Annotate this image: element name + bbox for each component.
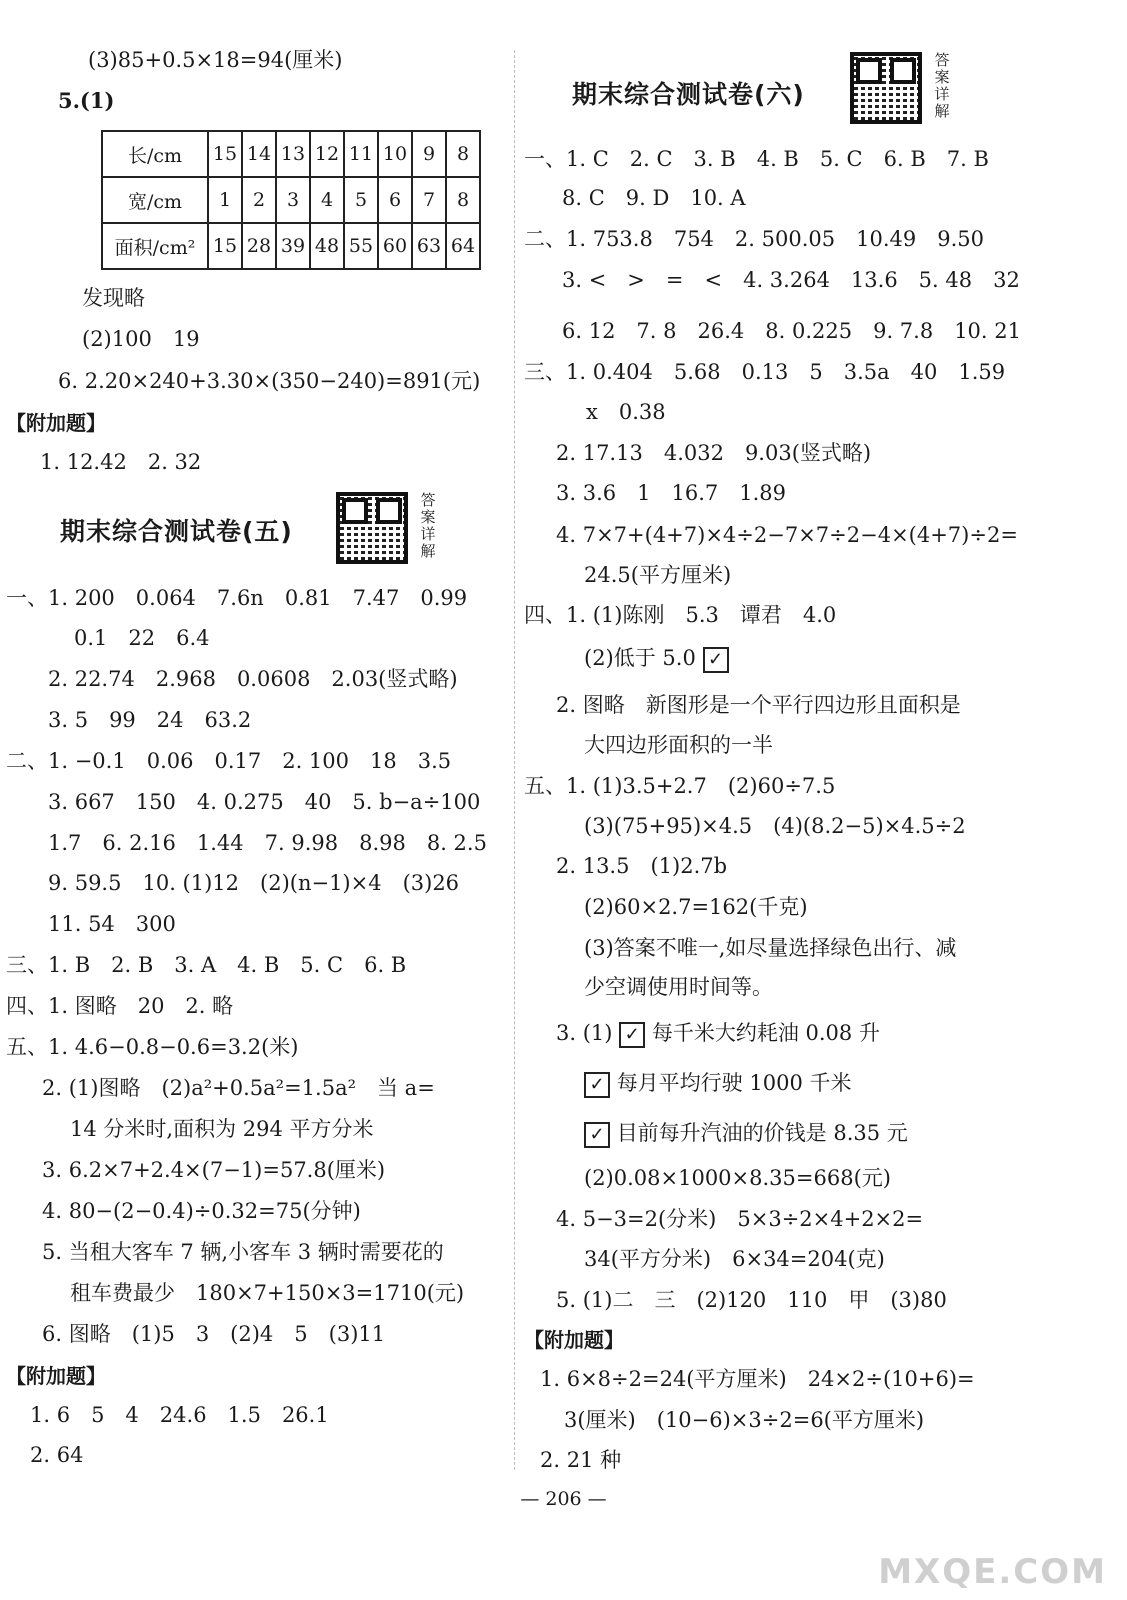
answer-line	[584, 1068, 851, 1098]
table-row	[102, 131, 480, 177]
table-cell: 11	[344, 131, 378, 177]
row-header: 面积/cm²	[102, 223, 208, 269]
row-header: 宽/cm	[102, 177, 208, 223]
answer-line: 1.7 6. 2.16 1.44 7. 9.98 8.98 8. 2.5	[48, 831, 487, 855]
answer-line: 2. 21 种	[540, 1448, 622, 1472]
answer-line: 3. < > = < 4. 3.264 13.6 5. 48 32	[562, 268, 1020, 292]
table-cell: 39	[276, 223, 310, 269]
table-cell: 7	[412, 177, 446, 223]
answer-line: 8. C 9. D 10. A	[562, 186, 746, 210]
table-cell: 12	[310, 131, 344, 177]
answer-line: 2. (1)图略 (2)a²+0.5a²=1.5a² 当 a=	[42, 1076, 435, 1100]
answer-line: 1. 12.42 2. 32	[40, 450, 202, 474]
test-title: 期末综合测试卷(六)	[572, 80, 805, 109]
table-cell: 5	[344, 177, 378, 223]
answer-line: 9. 59.5 10. (1)12 (2)(n−1)×4 (3)26	[48, 871, 460, 895]
table-cell: 8	[446, 131, 480, 177]
answer-line: 发现略	[82, 286, 145, 310]
test-title: 期末综合测试卷(五)	[60, 517, 293, 546]
table-cell: 60	[378, 223, 412, 269]
answer-line: 6. 12 7. 8 26.4 8. 0.225 9. 7.8 10. 21	[562, 319, 1021, 343]
answer-line	[584, 643, 729, 673]
answer-line: 34(平方分米) 6×34=204(克)	[584, 1247, 885, 1271]
table-cell: 15	[208, 223, 242, 269]
answer-line: 2. 17.13 4.032 9.03(竖式略)	[556, 441, 872, 465]
answer-line	[556, 1018, 880, 1048]
table-cell: 9	[412, 131, 446, 177]
answer-line: 4. 7×7+(4+7)×4÷2−7×7÷2−4×(4+7)÷2=	[556, 523, 1018, 547]
table-cell: 28	[242, 223, 276, 269]
answer-line: 14 分米时,面积为 294 平方分米	[70, 1117, 374, 1141]
answer-line: 1. 6 5 4 24.6 1.5 26.1	[30, 1403, 329, 1427]
checkbox-checked: ✓	[619, 1022, 645, 1048]
table-cell: 8	[446, 177, 480, 223]
table-cell: 2	[242, 177, 276, 223]
question-number: 5.(1)	[58, 88, 115, 113]
answer-line: 租车费最少 180×7+150×3=1710(元)	[70, 1281, 465, 1305]
answer-text: 每千米大约耗油 0.08 升	[651, 1021, 880, 1045]
qr-code-icon[interactable]	[336, 492, 408, 564]
answer-line: 3. 667 150 4. 0.275 40 5. b−a÷100	[48, 790, 481, 814]
row-header: 长/cm	[102, 131, 208, 177]
table-cell: 48	[310, 223, 344, 269]
area-table	[101, 130, 481, 270]
answer-line: 一、1. C 2. C 3. B 4. B 5. C 6. B 7. B	[524, 147, 989, 171]
answer-line: 五、1. (1)3.5+2.7 (2)60÷7.5	[524, 774, 836, 798]
answer-line: 4. 80−(2−0.4)÷0.32=75(分钟)	[42, 1199, 361, 1223]
table-cell: 55	[344, 223, 378, 269]
watermark-logo: MXQE.COM	[878, 1552, 1107, 1592]
answer-line: 3. 5 99 24 63.2	[48, 708, 252, 732]
answer-line: 三、1. B 2. B 3. A 4. B 5. C 6. B	[6, 953, 407, 977]
answer-line: 2. 图略 新图形是一个平行四边形且面积是	[556, 693, 961, 717]
answer-line: 11. 54 300	[48, 912, 176, 936]
answer-line: (2)100 19	[82, 327, 200, 351]
answer-text: 3. (1)	[556, 1021, 613, 1045]
checkbox-checked: ✓	[703, 647, 729, 673]
answer-text: (2)低于 5.0	[584, 646, 696, 670]
answer-line: 2. 64	[30, 1443, 84, 1467]
answer-line: 3(厘米) (10−6)×3÷2=6(平方厘米)	[564, 1408, 925, 1432]
answer-line: 2. 13.5 (1)2.7b	[556, 854, 728, 878]
extra-section-title: 【附加题】	[6, 1364, 106, 1388]
table-cell: 3	[276, 177, 310, 223]
answer-line: 5. (1)二 三 (2)120 110 甲 (3)80	[556, 1288, 947, 1312]
answer-line: 一、1. 200 0.064 7.6n 0.81 7.47 0.99	[6, 586, 468, 610]
table-cell: 14	[242, 131, 276, 177]
table-cell: 15	[208, 131, 242, 177]
checkbox-checked: ✓	[584, 1072, 610, 1098]
answer-line: 6. 2.20×240+3.30×(350−240)=891(元)	[58, 369, 481, 393]
answer-line: 5. 当租大客车 7 辆,小客车 3 辆时需要花的	[42, 1240, 444, 1264]
answer-line: 四、1. 图略 20 2. 略	[6, 994, 234, 1018]
answer-line: x 0.38	[586, 400, 666, 424]
answer-line: 1. 6×8÷2=24(平方厘米) 24×2÷(10+6)=	[540, 1367, 975, 1391]
answer-line: 三、1. 0.404 5.68 0.13 5 3.5a 40 1.59	[524, 360, 1006, 384]
answer-line: 3. 6.2×7+2.4×(7−1)=57.8(厘米)	[42, 1158, 386, 1182]
table-row	[102, 223, 480, 269]
qr-code-icon[interactable]	[850, 52, 922, 124]
answer-line: 大四边形面积的一半	[584, 733, 773, 757]
table-cell: 13	[276, 131, 310, 177]
answer-line: 2. 22.74 2.968 0.0608 2.03(竖式略)	[48, 667, 458, 691]
qr-label: 答案详解	[934, 51, 950, 120]
answer-line: 四、1. (1)陈刚 5.3 谭君 4.0	[524, 603, 837, 627]
answer-line: 3. 3.6 1 16.7 1.89	[556, 481, 786, 505]
table-cell: 63	[412, 223, 446, 269]
answer-line: (2)60×2.7=162(千克)	[584, 895, 808, 919]
answer-line: (3)85+0.5×18=94(厘米)	[88, 48, 343, 72]
answer-line	[584, 1118, 908, 1148]
answer-line: (2)0.08×1000×8.35=668(元)	[584, 1166, 891, 1190]
qr-label: 答案详解	[420, 491, 436, 560]
table-cell: 1	[208, 177, 242, 223]
answer-line: 二、1. −0.1 0.06 0.17 2. 100 18 3.5	[6, 749, 452, 773]
answer-line: 0.1 22 6.4	[74, 626, 210, 650]
extra-section-title: 【附加题】	[6, 411, 106, 435]
answer-line: 少空调使用时间等。	[584, 975, 773, 999]
answer-line: 二、1. 753.8 754 2. 500.05 10.49 9.50	[524, 227, 984, 251]
extra-section-title: 【附加题】	[524, 1328, 624, 1352]
page-number: — 206 —	[520, 1488, 607, 1510]
answer-line: (3)答案不唯一,如尽量选择绿色出行、减	[584, 936, 957, 960]
answer-text: 每月平均行驶 1000 千米	[616, 1071, 852, 1095]
answer-line: (3)(75+95)×4.5 (4)(8.2−5)×4.5÷2	[584, 814, 966, 838]
table-cell: 6	[378, 177, 412, 223]
checkbox-checked: ✓	[584, 1122, 610, 1148]
answer-line: 6. 图略 (1)5 3 (2)4 5 (3)11	[42, 1322, 386, 1346]
answer-line: 24.5(平方厘米)	[584, 563, 732, 587]
answer-line: 五、1. 4.6−0.8−0.6=3.2(米)	[6, 1035, 299, 1059]
table-row	[102, 177, 480, 223]
table-cell: 64	[446, 223, 480, 269]
table-cell: 10	[378, 131, 412, 177]
column-divider	[514, 50, 515, 1470]
answer-text: 目前每升汽油的价钱是 8.35 元	[616, 1121, 908, 1145]
answer-line: 4. 5−3=2(分米) 5×3÷2×4+2×2=	[556, 1207, 924, 1231]
table-cell: 4	[310, 177, 344, 223]
